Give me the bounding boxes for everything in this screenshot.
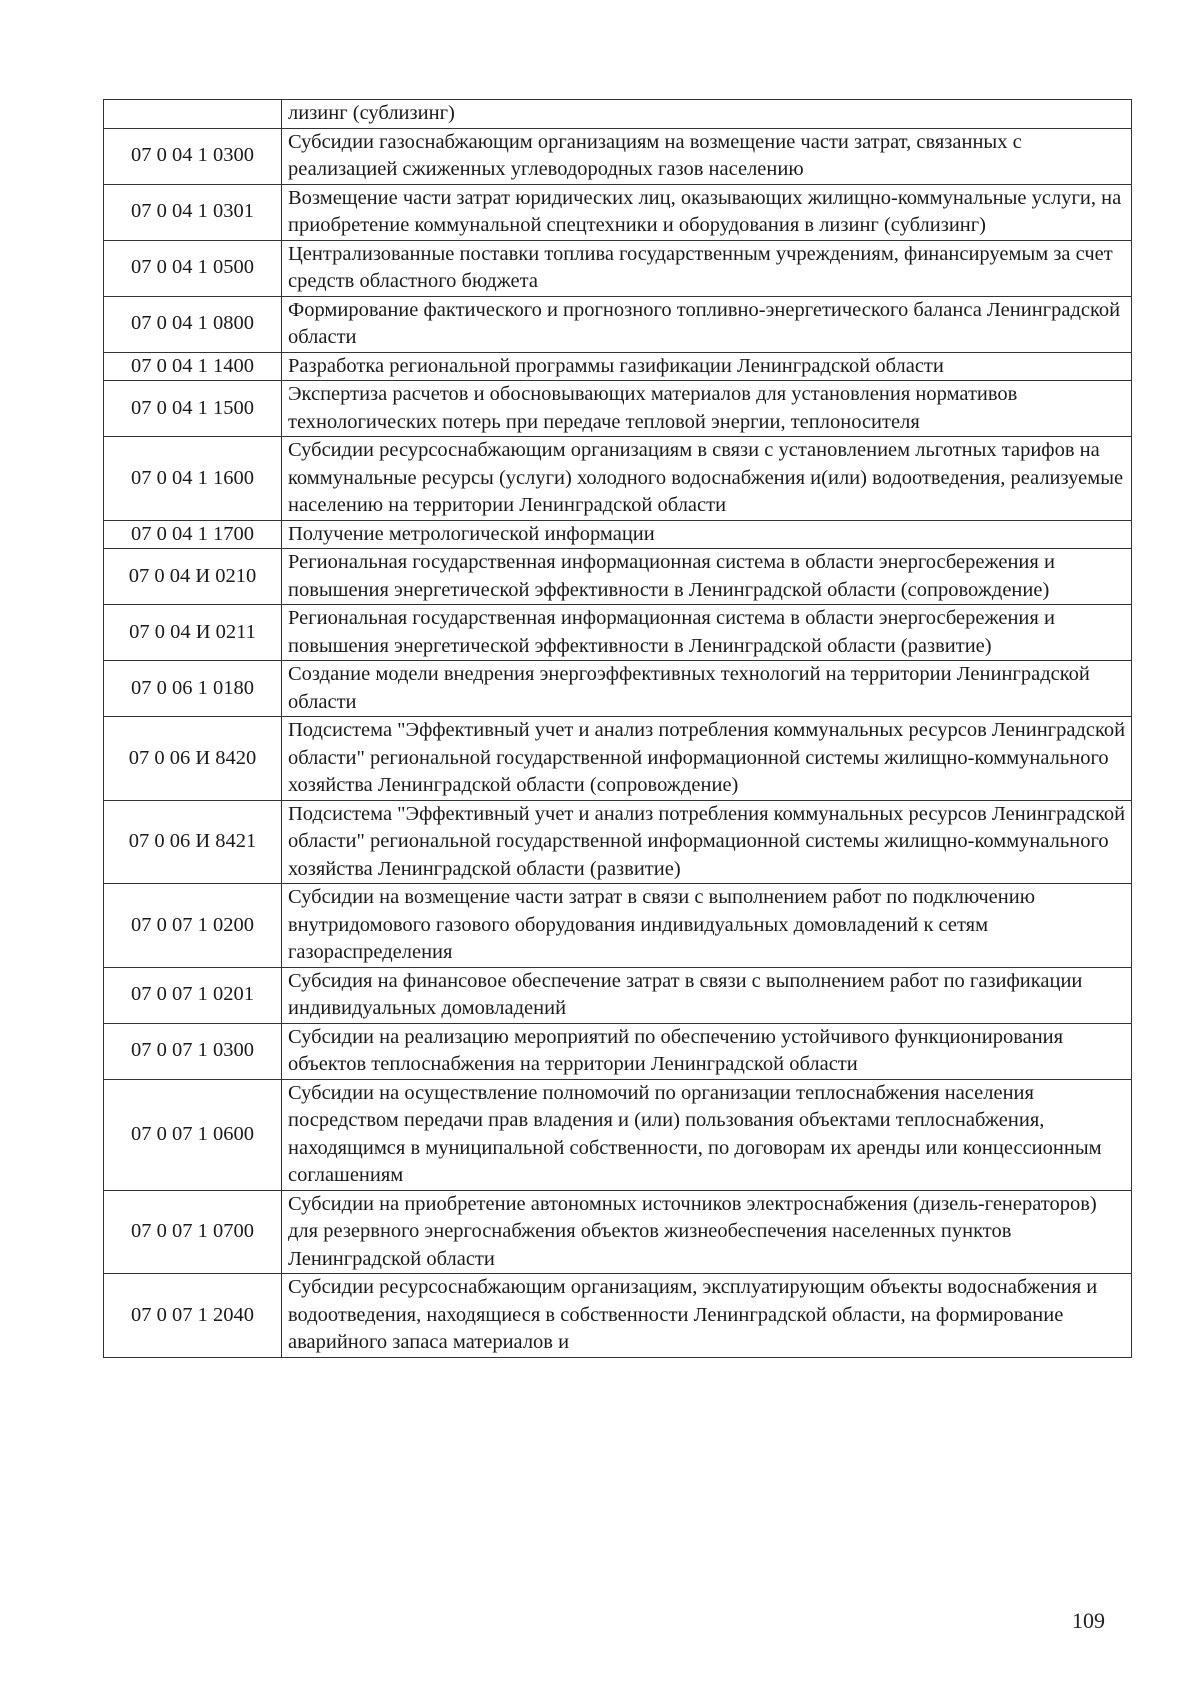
table-row bbox=[104, 437, 1132, 521]
row-code-cell bbox=[104, 100, 282, 129]
row-description-cell: Получение метрологической информации bbox=[282, 520, 1132, 549]
row-code-cell: 07 0 06 И 8421 bbox=[104, 800, 282, 884]
table-row bbox=[104, 884, 1132, 968]
row-code-cell: 07 0 04 И 0211 bbox=[104, 605, 282, 661]
table-row bbox=[104, 240, 1132, 296]
row-code-cell: 07 0 04 1 1600 bbox=[104, 437, 282, 521]
table-row bbox=[104, 100, 1132, 129]
row-description-cell: Региональная государственная информационная система в области энергосбережения и повышения энергетической эффективности в Ленинградской области (сопровождение) bbox=[282, 549, 1132, 605]
table-row bbox=[104, 1079, 1132, 1190]
row-code-cell: 07 0 04 1 0300 bbox=[104, 128, 282, 184]
row-code-cell: 07 0 04 1 1700 bbox=[104, 520, 282, 549]
row-description-cell: Формирование фактического и прогнозного топливно-энергетического баланса Ленинградской области bbox=[282, 296, 1132, 352]
row-code-cell: 07 0 04 И 0210 bbox=[104, 549, 282, 605]
table-row bbox=[104, 1023, 1132, 1079]
row-description-cell: Подсистема "Эффективный учет и анализ потребления коммунальных ресурсов Ленинградской области" региональной государственной информационной системы жилищно-коммунального хозяйства Ленинградской области (сопровождение) bbox=[282, 717, 1132, 801]
row-description-cell: Субсидии на осуществление полномочий по организации теплоснабжения населения посредством передачи прав владения и (или) пользования объектами теплоснабжения, находящимся в муниципальной собственности, по договорам их аренды или концессионным соглашениям bbox=[282, 1079, 1132, 1190]
row-description-cell: Возмещение части затрат юридических лиц, оказывающих жилищно-коммунальные услуги, на приобретение коммунальной спецтехники и оборудования в лизинг (сублизинг) bbox=[282, 184, 1132, 240]
row-description-cell: Субсидии ресурсоснабжающим организациям в связи с установлением льготных тарифов на коммунальные ресурсы (услуги) холодного водоснабжения и(или) водоотведения, реализуемые населению на территории Ленинградской области bbox=[282, 437, 1132, 521]
table-row bbox=[104, 549, 1132, 605]
table-row bbox=[104, 128, 1132, 184]
page-number: 109 bbox=[1072, 1608, 1105, 1633]
row-code-cell: 07 0 04 1 1500 bbox=[104, 381, 282, 437]
row-description-cell: Субсидии на приобретение автономных источников электроснабжения (дизель-генераторов) для резервного энергоснабжения объектов жизнеобеспечения населенных пунктов Ленинградской области bbox=[282, 1190, 1132, 1274]
row-description-cell: Субсидии на реализацию мероприятий по обеспечению устойчивого функционирования объектов теплоснабжения на территории Ленинградской области bbox=[282, 1023, 1132, 1079]
row-code-cell: 07 0 04 1 1400 bbox=[104, 352, 282, 381]
table-row bbox=[104, 1274, 1132, 1358]
table-row bbox=[104, 296, 1132, 352]
row-code-cell: 07 0 04 1 0800 bbox=[104, 296, 282, 352]
row-description-cell: Субсидии газоснабжающим организациям на возмещение части затрат, связанных с реализацией сжиженных углеводородных газов населению bbox=[282, 128, 1132, 184]
table-row bbox=[104, 381, 1132, 437]
table-row bbox=[104, 1190, 1132, 1274]
row-code-cell: 07 0 06 1 0180 bbox=[104, 661, 282, 717]
row-description-cell: Субсидии на возмещение части затрат в связи с выполнением работ по подключению внутридомового газового оборудования индивидуальных домовладений к сетям газораспределения bbox=[282, 884, 1132, 968]
row-code-cell: 07 0 04 1 0301 bbox=[104, 184, 282, 240]
table-row bbox=[104, 717, 1132, 801]
row-description-cell: Централизованные поставки топлива государственным учреждениям, финансируемым за счет средств областного бюджета bbox=[282, 240, 1132, 296]
table-row bbox=[104, 184, 1132, 240]
row-code-cell: 07 0 07 1 0700 bbox=[104, 1190, 282, 1274]
row-code-cell: 07 0 06 И 8420 bbox=[104, 717, 282, 801]
table-row bbox=[104, 967, 1132, 1023]
table-row bbox=[104, 661, 1132, 717]
row-code-cell: 07 0 04 1 0500 bbox=[104, 240, 282, 296]
row-description-cell: Разработка региональной программы газификации Ленинградской области bbox=[282, 352, 1132, 381]
table-body bbox=[104, 100, 1132, 1358]
table-row bbox=[104, 352, 1132, 381]
row-description-cell: Подсистема "Эффективный учет и анализ потребления коммунальных ресурсов Ленинградской области" региональной государственной информационной системы жилищно-коммунального хозяйства Ленинградской области (развитие) bbox=[282, 800, 1132, 884]
row-description-cell: Региональная государственная информационная система в области энергосбережения и повышения энергетической эффективности в Ленинградской области (развитие) bbox=[282, 605, 1132, 661]
row-description-cell: Субсидии ресурсоснабжающим организациям, эксплуатирующим объекты водоснабжения и водоотведения, находящиеся в собственности Ленинградской области, на формирование аварийного запаса материалов и bbox=[282, 1274, 1132, 1358]
row-code-cell: 07 0 07 1 0200 bbox=[104, 884, 282, 968]
table-row bbox=[104, 520, 1132, 549]
table-row bbox=[104, 800, 1132, 884]
budget-code-table bbox=[103, 99, 1132, 1358]
row-code-cell: 07 0 07 1 2040 bbox=[104, 1274, 282, 1358]
row-description-cell: Субсидия на финансовое обеспечение затрат в связи с выполнением работ по газификации индивидуальных домовладений bbox=[282, 967, 1132, 1023]
row-code-cell: 07 0 07 1 0600 bbox=[104, 1079, 282, 1190]
row-description-cell: Экспертиза расчетов и обосновывающих материалов для установления нормативов технологических потерь при передаче тепловой энергии, теплоносителя bbox=[282, 381, 1132, 437]
row-description-cell: лизинг (сублизинг) bbox=[282, 100, 1132, 129]
row-description-cell: Создание модели внедрения энергоэффективных технологий на территории Ленинградской области bbox=[282, 661, 1132, 717]
row-code-cell: 07 0 07 1 0300 bbox=[104, 1023, 282, 1079]
table-row bbox=[104, 605, 1132, 661]
row-code-cell: 07 0 07 1 0201 bbox=[104, 967, 282, 1023]
